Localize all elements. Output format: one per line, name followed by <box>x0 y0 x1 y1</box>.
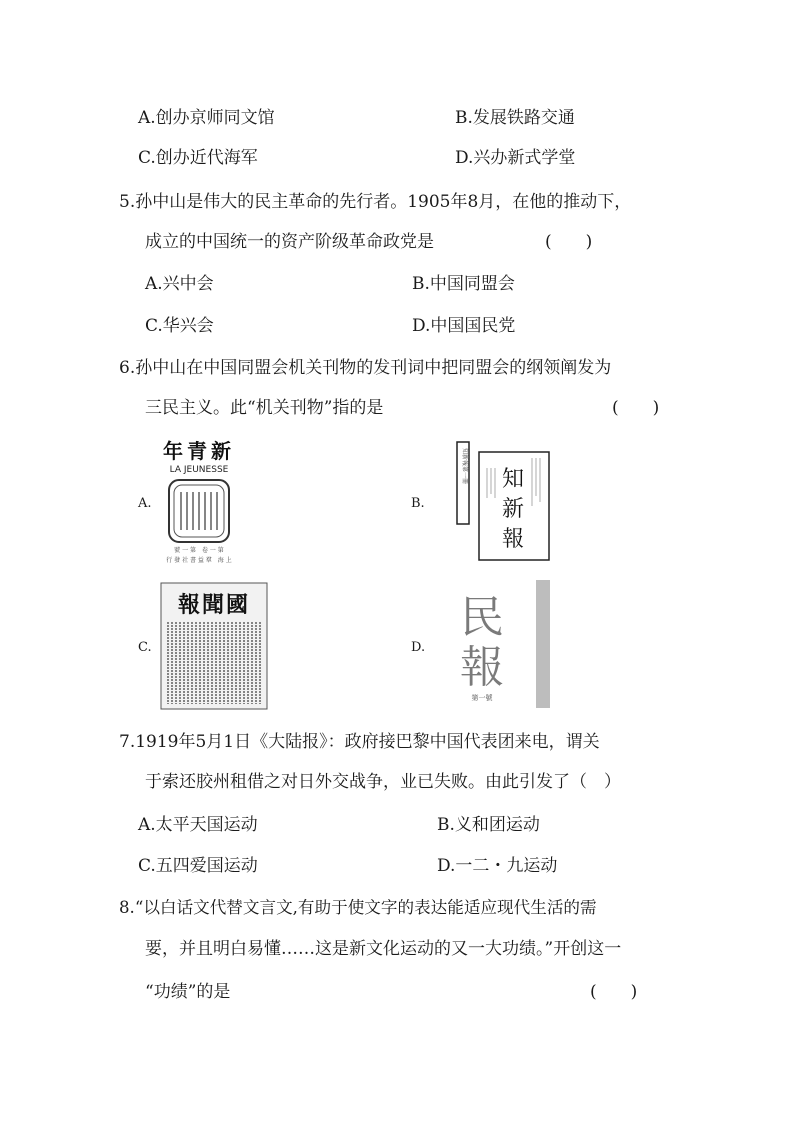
q6-option-d-image <box>432 580 550 708</box>
q6-option-c-image <box>160 582 268 710</box>
q4-option-c: C.创办近代海军 <box>138 148 258 168</box>
q7-option-c: C.五四爱国运动 <box>138 856 258 876</box>
q5-option-d: D.中国国民党 <box>412 316 516 336</box>
q6-option-d-title-2: 報 <box>460 642 504 693</box>
q8-answer-bracket: ( ) <box>590 982 638 1002</box>
q4-option-a: A.创办京师同文馆 <box>138 108 275 128</box>
q6-option-a-bottom1: 號 一 第 卷 一 第 <box>174 547 224 554</box>
q6-answer-bracket: ( ) <box>612 398 660 418</box>
q6-option-a-image <box>155 436 243 566</box>
q5-stem-line2: 成立的中国统一的资产阶级革命政党是 <box>145 232 434 252</box>
q6-option-a-title: 年青新 <box>163 439 235 463</box>
q6-option-b-image <box>447 436 552 562</box>
q6-option-b-title-2: 新 <box>501 497 525 522</box>
q6-option-d-title-1: 民 <box>460 592 504 643</box>
q5-option-b: B.中国同盟会 <box>412 274 515 294</box>
q4-option-d: D.兴办新式学堂 <box>455 148 576 168</box>
q6-option-c-title: 報聞國 <box>177 592 251 618</box>
q6-option-b-label: B. <box>411 496 425 511</box>
q6-option-a-subtitle: LA JEUNESSE <box>169 465 229 475</box>
q6-option-a-label: A. <box>138 496 152 511</box>
q5-answer-bracket: ( ) <box>545 232 593 252</box>
q6-option-d-label: D. <box>411 640 426 655</box>
q8-stem-line3: “功绩”的是 <box>145 982 231 1002</box>
q6-stem-line2: 三民主义。此“机关刊物”指的是 <box>145 398 384 418</box>
q6-option-a-bottom2: 行 發 社 書 益 羣 海 上 <box>166 557 232 564</box>
q6-option-c-label: C. <box>138 640 152 655</box>
q5-option-c: C.华兴会 <box>145 316 214 336</box>
q6-option-b-title-1: 知 <box>501 467 525 492</box>
q7-option-a: A.太平天国运动 <box>138 815 258 835</box>
q7-stem-line1: 7.1919年5月1日《大陆报》：政府接巴黎中国代表团来电，谓关 <box>119 732 600 752</box>
q6-option-b-title-3: 報 <box>501 527 525 552</box>
q8-stem-line1: 8.“以白话文代替文言文,有助于使文字的表达能适应现代生活的需 <box>119 898 597 917</box>
q4-option-b: B.发展铁路交通 <box>455 108 575 128</box>
q5-stem-line1: 5.孙中山是伟大的民主革命的先行者。1905年8月，在他的推动下， <box>119 192 632 212</box>
q8-stem-line2: 要，并且明白易懂……这是新文化运动的又一大功绩。”开创这一 <box>145 939 622 959</box>
q6-stem-line1: 6.孙中山在中国同盟会机关刊物的发刊词中把同盟会的纲领阐发为 <box>119 358 612 378</box>
q7-option-b: B.义和团运动 <box>437 815 540 835</box>
q7-stem-line2: 于索还胶州租借之对日外交战争，业已失败。由此引发了（ ） <box>145 772 621 792</box>
q7-option-d: D.一二・九运动 <box>437 856 558 876</box>
q6-option-d-bottom: 第一號 <box>471 694 493 702</box>
q5-option-a: A.兴中会 <box>145 274 214 294</box>
q6-option-b-side: 知新報第一冊 <box>461 448 468 485</box>
